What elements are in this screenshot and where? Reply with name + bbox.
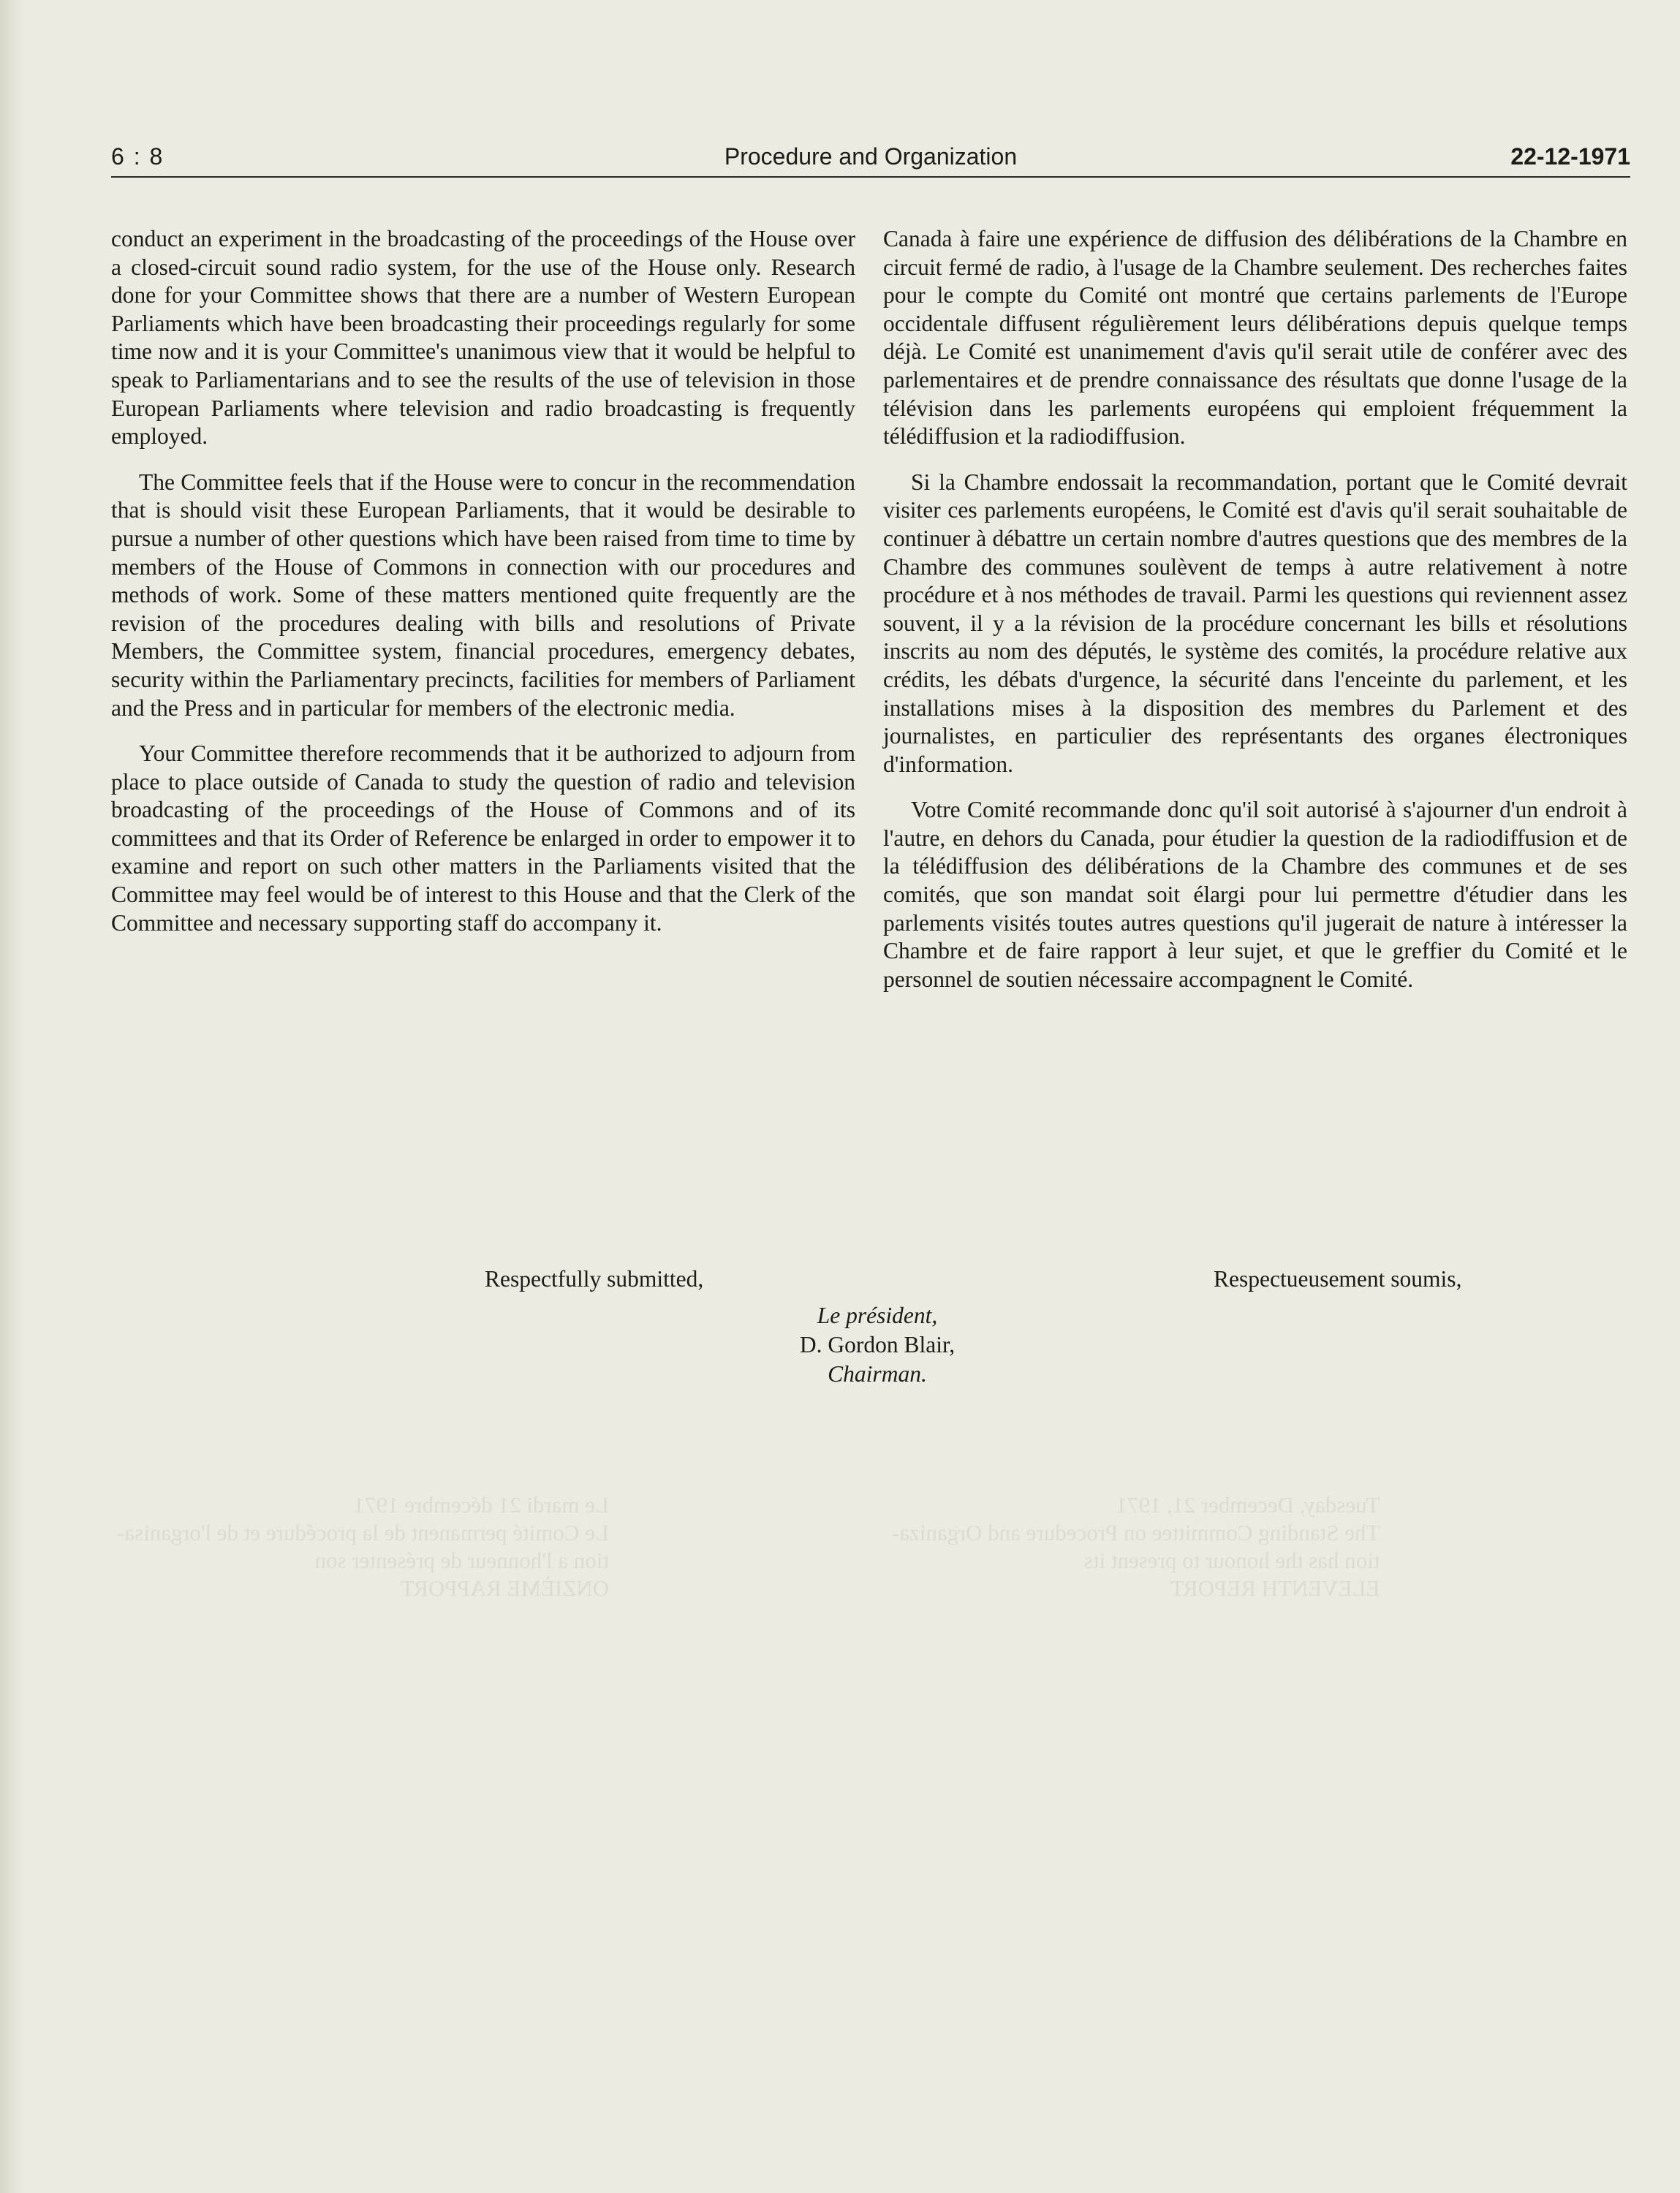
english-paragraph: Your Committee therefore recommends that it be authorized to adjourn from place to place outside of Canada to study the question of radio and television broadcasting of the proceedings of the House of Commons and of its committees and that its Order of Reference be enlarged in order to empower it to examine and report on such other matters in the Parliaments visited that the Committee may feel would be of interest to this House and that the Clerk of the Committee and necessary supporting staff do accompany it. (111, 741, 855, 936)
show-through-left: Le mardi 21 décembre 1971 Le Comité permanent de la procédure et de l'organisa- tion a l'honneur de présenter son ONZIÈME RAPPORT (117, 1492, 609, 1601)
show-through-right: Tuesday, December 21, 1971 The Standing Committee on Procedure and Organiza- tion has the honour to present its ELEVENTH REPORT (892, 1492, 1380, 1601)
english-paragraph: The Committee feels that if the House were to concur in the recommendation that is should visit these European Parliaments, that it would be desirable to pursue a number of other questions which have been raised from time to time by members of the House of Commons in connection with our procedures and methods of work. Some of these matters mentioned quite frequently are the revision of the procedures dealing with bills and resolutions of Private Members, the Committee system, financial procedures, emergency debates, security within the Parliamentary precincts, facilities for members of Parliament and the Press and in particular for members of the electronic media. (111, 469, 855, 721)
english-chair-title: Chairman. (828, 1361, 927, 1387)
english-column (111, 225, 855, 955)
french-paragraph: Votre Comité recommande donc qu'il soit autorisé à s'ajourner d'un endroit à l'autre, en dehors du Canada, pour étudier la question de la radiodiffusion et de la télédiffusion des délibérations de la Chambre des communes et de ses comités, que son mandat soit élargi pour lui permettre d'étudier dans les parlements visités toutes autres questions qu'il jugerait de nature à intéresser la Chambre et de faire rapport à leur sujet, et que le greffier du Comité et le personnel de soutien nécessaire accompagnent le Comité. (883, 797, 1627, 992)
english-closing: Respectfully submitted, (485, 1266, 704, 1292)
page-number: 6 : 8 (111, 143, 164, 170)
signatory-name: D. Gordon Blair, (799, 1332, 956, 1357)
publication-title: Procedure and Organization (724, 143, 1018, 170)
french-chair-title: Le président, (817, 1303, 938, 1328)
french-paragraph: Canada à faire une expérience de diffusion des délibérations de la Chambre en circuit fermé de radio, à l'usage de la Chambre seulement. Des recherches faites pour le compte du Comité ont montré que certains parlements de l'Europe occidentale diffusent régulièrement leurs délibérations depuis quelque temps déjà. Le Comité est unanimement d'avis qu'il serait utile de conférer avec des parlementaires et de prendre connaissance des résultats que donne l'usage de la télévision dans les parlements européens qui emploient fréquemment la télédiffusion et la radiodiffusion. (883, 226, 1627, 450)
signature-block (658, 1301, 1097, 1389)
issue-date: 22-12-1971 (1510, 143, 1630, 170)
french-paragraph: Si la Chambre endossait la recommandation, portant que le Comité devrait visiter ces parlements européens, le Comité est d'avis qu'il serait souhaitable de continuer à débattre un certain nombre d'autres questions que des membres de la Chambre des communes soulèvent de temps à autre relativement à notre procédure et à nos méthodes de travail. Parmi les questions qui reviennent assez souvent, il y a la révision de la procédure concernant les bills et résolutions inscrits au nom des députés, le système des comités, la procédure relative aux crédits, les débats d'urgence, la sécurité dans l'enceinte du parlement, et les installations mises à la disposition des membres du Parlement et des journalistes, en particulier des représentants des organes électroniques d'information. (883, 469, 1627, 777)
header-rule (111, 176, 1630, 178)
english-paragraph: conduct an experiment in the broadcasting of the proceedings of the House over a closed-circuit sound radio system, for the use of the House only. Research done for your Committee shows that there are a number of Western European Parliaments which have been broadcasting their proceedings regularly for some time now and it is your Committee's unanimous view that it would be helpful to speak to Parliamentarians and to see the results of the use of television in those European Parliaments where television and radio broadcasting is frequently employed. (111, 226, 855, 450)
french-closing: Respectueusement soumis, (1214, 1266, 1462, 1292)
french-column (883, 225, 1627, 1011)
page-edge-shadow (0, 0, 25, 2193)
running-head (111, 143, 1630, 173)
